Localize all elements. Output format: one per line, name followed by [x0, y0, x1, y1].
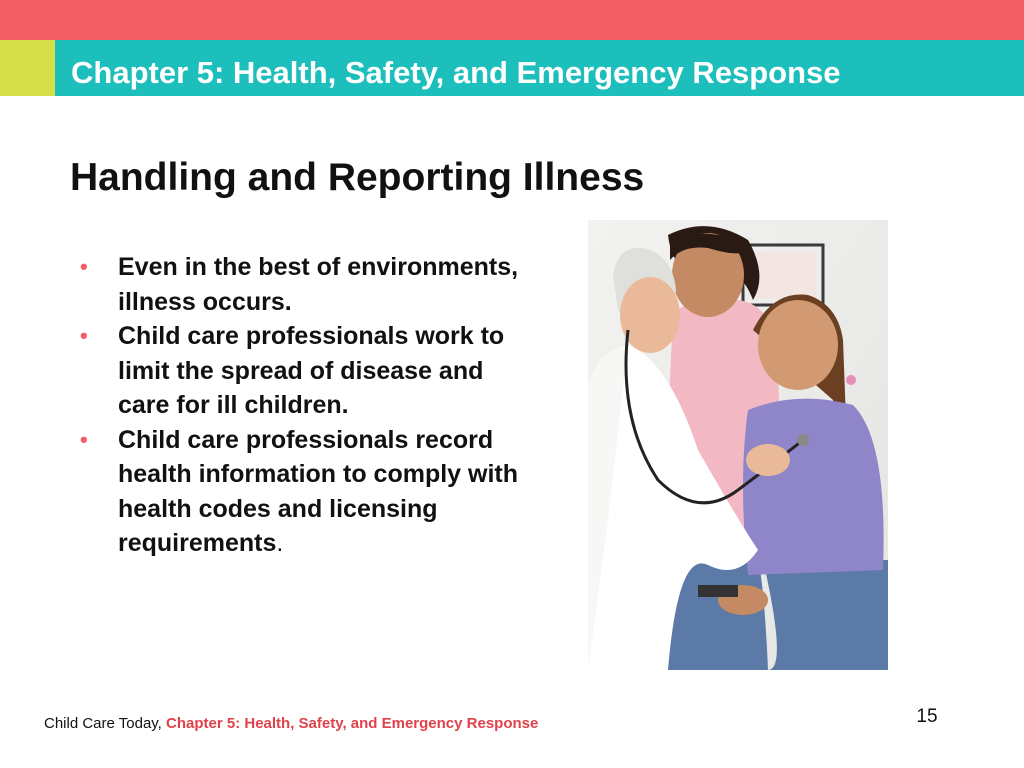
bullet-text: Even in the best of environments, illness occurs. — [118, 253, 519, 316]
top-accent-bar — [0, 0, 1024, 40]
green-accent-block — [0, 40, 55, 96]
bullet-marker: • — [80, 426, 88, 452]
slide-title: Handling and Reporting Illness — [70, 156, 645, 199]
bullet-item — [78, 423, 538, 561]
footer-chapter-ref: Chapter 5: Health, Safety, and Emergency Response — [166, 715, 539, 732]
page-number: 15 — [916, 706, 938, 727]
footer-book-title: Child Care Today, — [44, 715, 162, 732]
bullet-text: Child care professionals work to limit the spread of disease and care for ill children. — [118, 322, 505, 419]
bullet-item — [78, 250, 538, 319]
bullet-text: Child care professionals record health information to comply with health codes and licensing requirements — [118, 425, 518, 557]
footer-citation — [44, 714, 538, 734]
chapter-title: Chapter 5: Health, Safety, and Emergency Response — [71, 55, 841, 90]
bullet-marker: • — [80, 323, 88, 348]
bullet-item — [78, 319, 538, 423]
bullet-marker: • — [80, 254, 88, 279]
bullet-trailing-period: . — [276, 529, 284, 557]
doctor-examining-child-photo — [588, 220, 888, 670]
bullet-list — [78, 250, 538, 561]
